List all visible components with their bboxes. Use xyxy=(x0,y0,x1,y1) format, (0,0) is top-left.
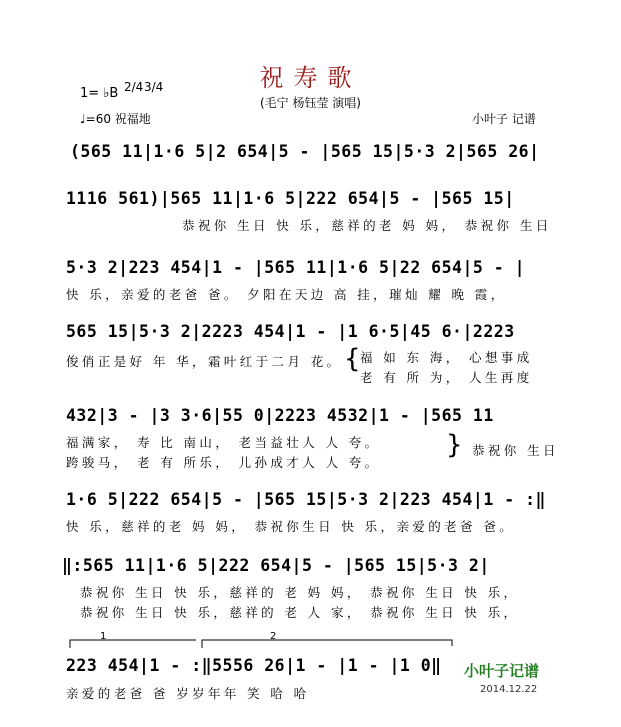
tempo-marking: ♩=60 祝福地 xyxy=(80,112,151,126)
lyric-row-4-verse-2: 老 有 所 为， 人生再度 xyxy=(360,370,533,385)
lyric-row-3: 快 乐，亲爱的老爸 爸。 夕阳在天边 高 挂，璀灿 耀 晚 霞， xyxy=(66,287,507,302)
lyric-row-2: 恭祝你 生日 快 乐，慈祥的老 妈 妈， 恭祝你 生日 xyxy=(182,218,552,233)
lyric-row-4-verse-1: 福 如 东 海， 心想事成 xyxy=(360,350,533,365)
lyric-row-5-verse-2: 跨骏马， 老 有 所乐， 儿孙成才人 人 夸。 xyxy=(66,455,381,470)
lyric-row-4: 俊俏正是好 年 华，霜叶红于二月 花。 xyxy=(66,354,343,369)
notation-row-4: 565 15|5·3 2|2223 454|1 - |1 6·5|45 6·|2223 xyxy=(66,322,515,341)
lyric-row-5-tail: 恭祝你 生日 xyxy=(472,443,559,458)
lyric-row-6: 快 乐，慈祥的老 妈 妈， 恭祝你生日 快 乐，亲爱的老爸 爸。 xyxy=(66,519,516,534)
notation-row-7: ‖:565 11|1·6 5|222 654|5 - |565 15|5·3 2| xyxy=(62,556,490,575)
transcription-date: 2014.12.22 xyxy=(480,684,538,695)
notation-row-6: 1·6 5|222 654|5 - |565 15|5·3 2|223 454|1 - :‖ xyxy=(66,490,546,509)
verse-brace-row-4: { xyxy=(344,344,361,374)
volta-second-ending: 2 xyxy=(270,631,277,642)
lyric-row-5-verse-1: 福满家， 寿 比 南山， 老当益壮人 人 夸。 xyxy=(66,435,381,450)
lyric-row-8: 亲爱的老爸 爸 岁岁年年 笑 哈 哈 xyxy=(66,686,310,701)
volta-first-ending: 1 xyxy=(100,631,107,642)
brand-watermark: 小叶子记谱 xyxy=(464,662,540,680)
time-signature-3-4: 3/4 xyxy=(144,80,164,94)
verse-brace-row-5: } xyxy=(446,430,463,460)
notation-row-8: 223 454|1 - :‖5556 26|1 - |1 - |1 0‖ xyxy=(66,656,442,675)
performers-subtitle: (毛宁 杨钰莹 演唱) xyxy=(260,96,361,110)
key-signature: 1= ♭B xyxy=(80,86,119,101)
lyric-row-7-verse-2: 恭祝你 生日 快 乐，慈祥的 老 人 家， 恭祝你 生日 快 乐， xyxy=(80,605,520,620)
notation-row-3: 5·3 2|223 454|1 - |565 11|1·6 5|22 654|5 - | xyxy=(66,258,526,277)
time-signature-2-4: 2/4 xyxy=(124,80,144,94)
notation-row-1: (565 11|1·6 5|2 654|5 - |565 15|5·3 2|565 26| xyxy=(70,142,540,161)
notation-row-2: 1116 561)|565 11|1·6 5|222 654|5 - |565 15| xyxy=(66,189,515,208)
transcriber-credit: 小叶子 记谱 xyxy=(472,112,536,126)
song-title: 祝寿歌 xyxy=(259,64,362,92)
notation-row-5: 432|3 - |3 3·6|55 0|2223 4532|1 - |565 11 xyxy=(66,406,494,425)
lyric-row-7-verse-1: 恭祝你 生日 快 乐，慈祥的 老 妈 妈， 恭祝你 生日 快 乐， xyxy=(80,585,520,600)
